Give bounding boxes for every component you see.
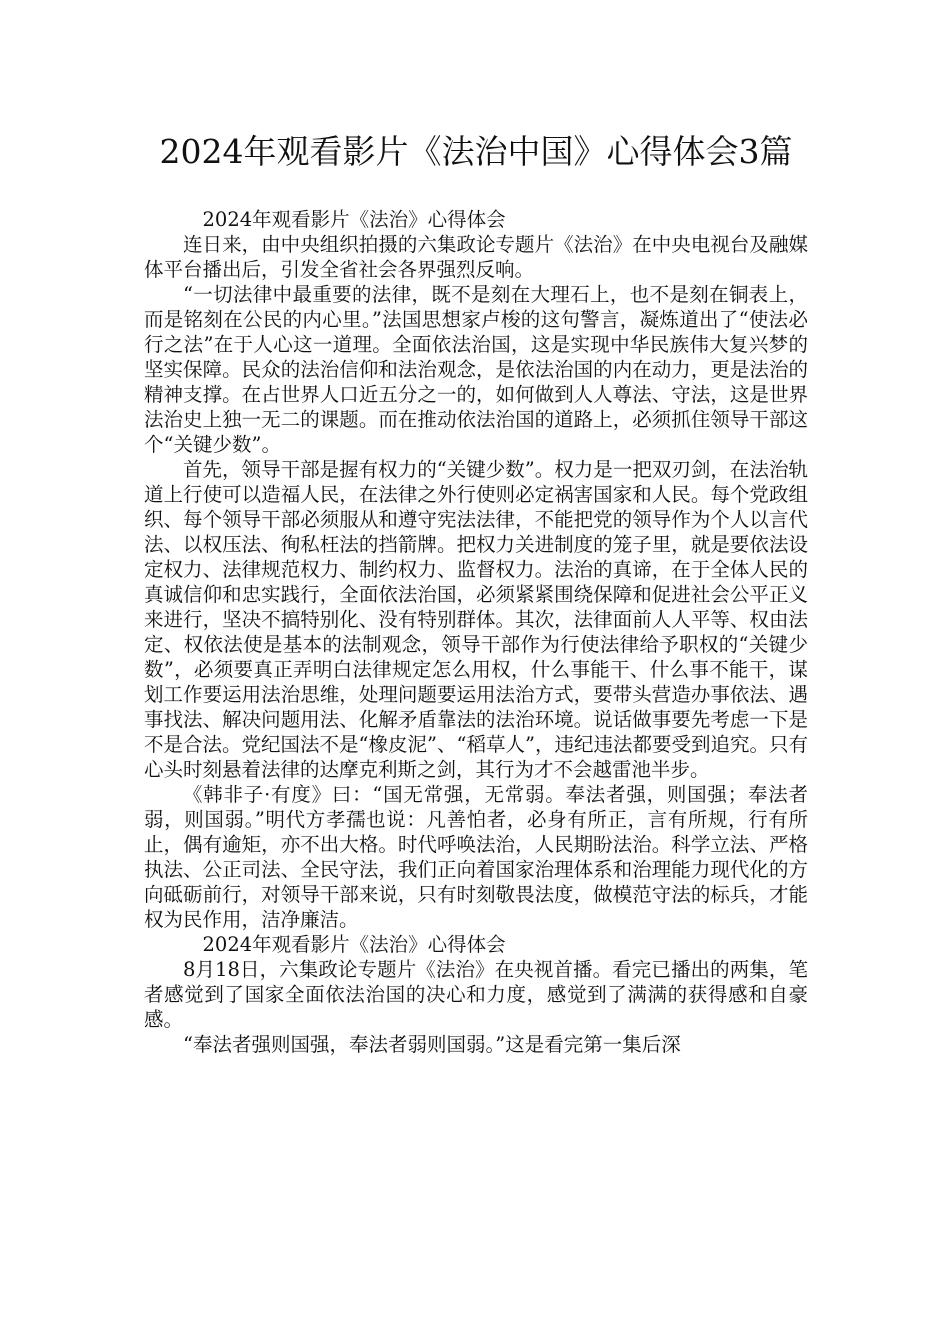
paragraph: 首先，领导干部是握有权力的“关键少数”。权力是一把双刃剑，在法治轨道上行使可以造福人民，在法律之外行使则必定祸害国家和人民。每个党政组织、每个领导干部必须服从和遵守宪法法律，不能把党的领导作为个人以言代法、以权压法、徇私枉法的挡箭牌。把权力关进制度的笼子里，就是要依法设定权力、法律规范权力、制约权力、监督权力。法治的真谛，在于全体人民的真诚信仰和忠实践行，全面依法治国，必须紧紧围绕保障和促进社会公平正义来进行，坚决不搞特别化、没有特别群体。其次，法律面前人人平等、权由法定、权依法使是基本的法制观念，领导干部作为行使法律给予职权的“关键少数”，必须要真正弄明白法律规定怎么用权，什么事能干、什么事不能干，谋划工作要运用法治思维，处理问题要运用法治方式，要带头营造办事依法、遇事找法、解决问题用法、化解矛盾靠法的法治环境。说话做事要先考虑一下是不是合法。党纪国法不是“橡皮泥”、“稻草人”，违纪违法都要受到追究。只有心头时刻悬着法律的达摩克利斯之剑，其行为才不会越雷池半步。	[144, 458, 808, 781]
section-heading-2: 2024年观看影片《法治》心得体会	[202, 933, 506, 956]
paragraph: 8月18日，六集政论专题片《法治》在央视首播。看完已播出的两集，笔者感觉到了国家全面依法治国的决心和力度，感觉到了满满的获得感和自豪感。	[144, 958, 808, 1031]
paragraph: “奉法者强则国强，奉法者弱则国弱。”这是看完第一集后深	[183, 1033, 681, 1056]
document-body	[144, 207, 808, 1057]
paragraph: 《韩非子·有度》曰：“国无常强，无常弱。奉法者强，则国强；奉法者弱，则国弱。”明代方孝孺也说：凡善怕者，必身有所正，言有所规，行有所止，偶有逾矩，亦不出大格。时代呼唤法治，人民期盼法治。科学立法、严格执法、公正司法、全民守法，我们正向着国家治理体系和治理能力现代化的方向砥砺前行，对领导干部来说，只有时刻敬畏法度，做模范守法的标兵，才能权为民作用，洁净廉洁。	[144, 783, 808, 931]
paragraph: 连日来，由中央组织拍摄的六集政论专题片《法治》在中央电视台及融媒体平台播出后，引发全省社会各界强烈反响。	[144, 233, 808, 281]
paragraph: “一切法律中最重要的法律，既不是刻在大理石上，也不是刻在铜表上，而是铭刻在公民的内心里。”法国思想家卢梭的这句警言，凝炼道出了“使法必行之法”在于人心这一道理。全面依法治国，这是实现中华民族伟大复兴梦的坚实保障。民众的法治信仰和法治观念，是依法治国的内在动力，更是法治的精神支撑。在占世界人口近五分之一的，如何做到人人尊法、守法，这是世界法治史上独一无二的课题。而在推动依法治国的道路上，必须抓住领导干部这个“关键少数”。	[144, 283, 808, 456]
document-title: 2024年观看影片《法治中国》心得体会3篇	[159, 132, 793, 171]
section-heading-1: 2024年观看影片《法治》心得体会	[202, 208, 506, 231]
document-page	[144, 128, 808, 1057]
